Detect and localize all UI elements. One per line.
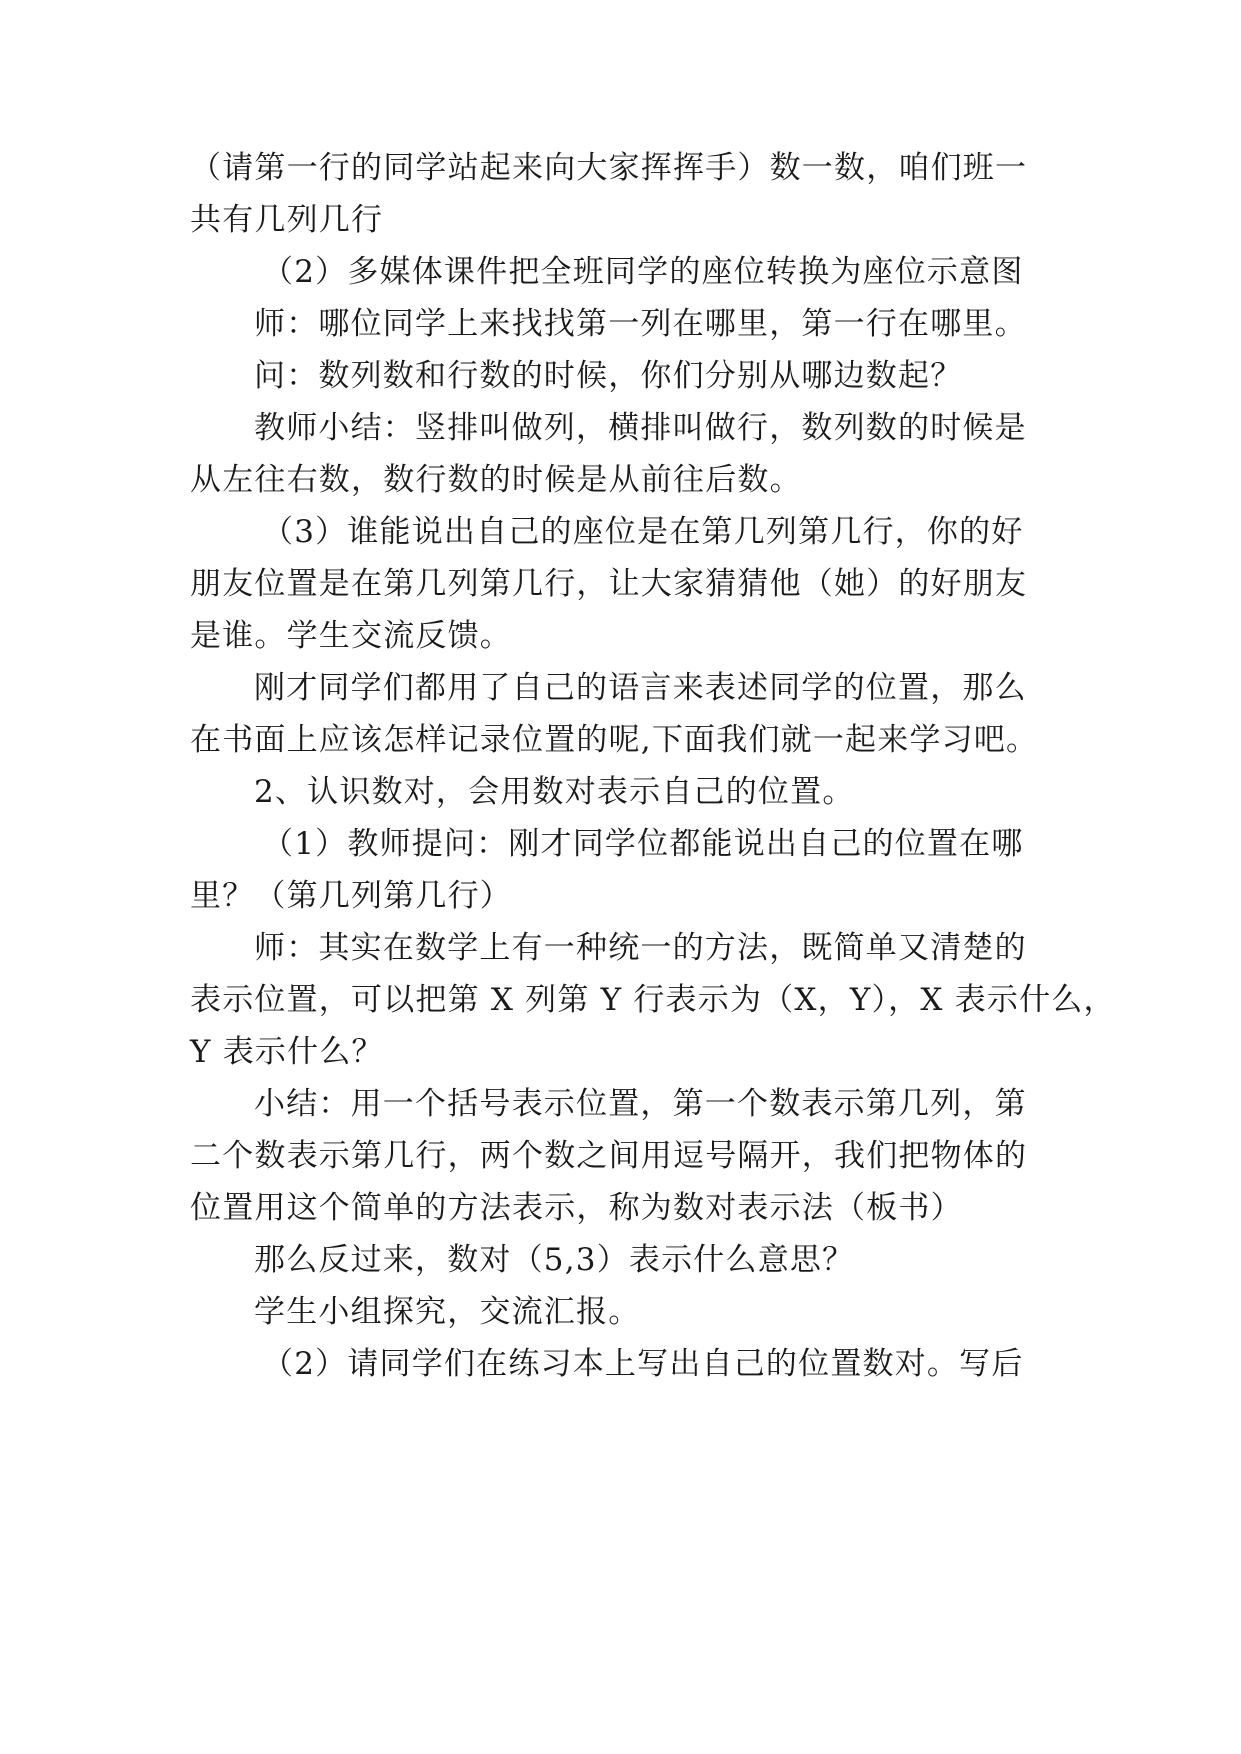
text-line: 小结：用一个括号表示位置，第一个数表示第几列，第 (254, 1086, 1027, 1122)
text-line: 教师小结：竖排叫做列，横排叫做行，数列数的时候是 (254, 410, 1027, 446)
text-line: （2）多媒体课件把全班同学的座位转换为座位示意图 (262, 254, 1024, 290)
text-line: （请第一行的同学站起来向大家挥挥手）数一数，咱们班一 (190, 150, 1028, 186)
text-line: 在书面上应该怎样记录位置的呢,下面我们就一起来学习吧。 (190, 722, 1039, 758)
text-line: 共有几列几行 (190, 202, 384, 238)
text-line: 学生小组探究，交流汇报。 (254, 1294, 641, 1330)
text-line: Y 表示什么？ (190, 1034, 384, 1070)
text-line: 表示位置，可以把第 X 列第 Y 行表示为（X，Y），X 表示什么， (190, 982, 1116, 1018)
text-line: 是谁。学生交流反馈。 (190, 618, 512, 654)
text-line: 里？（第几列第几行） (190, 878, 512, 914)
text-line: 位置用这个简单的方法表示，称为数对表示法（板书） (190, 1190, 963, 1226)
text-line: （2）请同学们在练习本上写出自己的位置数对。写后 (262, 1346, 1024, 1382)
text-line: （3）谁能说出自己的座位是在第几列第几行，你的好 (262, 514, 1024, 550)
text-line: 那么反过来，数对（5,3）表示什么意思？ (254, 1242, 855, 1278)
text-line: 朋友位置是在第几列第几行，让大家猜猜他（她）的好朋友 (190, 566, 1028, 602)
text-line: 师：其实在数学上有一种统一的方法，既简单又清楚的 (254, 930, 1027, 966)
text-line: 问：数列数和行数的时候，你们分别从哪边数起？ (254, 358, 963, 394)
text-line: 从左往右数，数行数的时候是从前往后数。 (190, 462, 802, 498)
text-line: 刚才同学们都用了自己的语言来表述同学的位置，那么 (254, 670, 1027, 706)
text-line: 二个数表示第几行，两个数之间用逗号隔开，我们把物体的 (190, 1138, 1028, 1174)
text-line: （1）教师提问：刚才同学位都能说出自己的位置在哪 (262, 826, 1024, 862)
text-line: 师：哪位同学上来找找第一列在哪里，第一行在哪里。 (254, 306, 1027, 342)
text-line: 2、认识数对，会用数对表示自己的位置。 (254, 774, 855, 810)
